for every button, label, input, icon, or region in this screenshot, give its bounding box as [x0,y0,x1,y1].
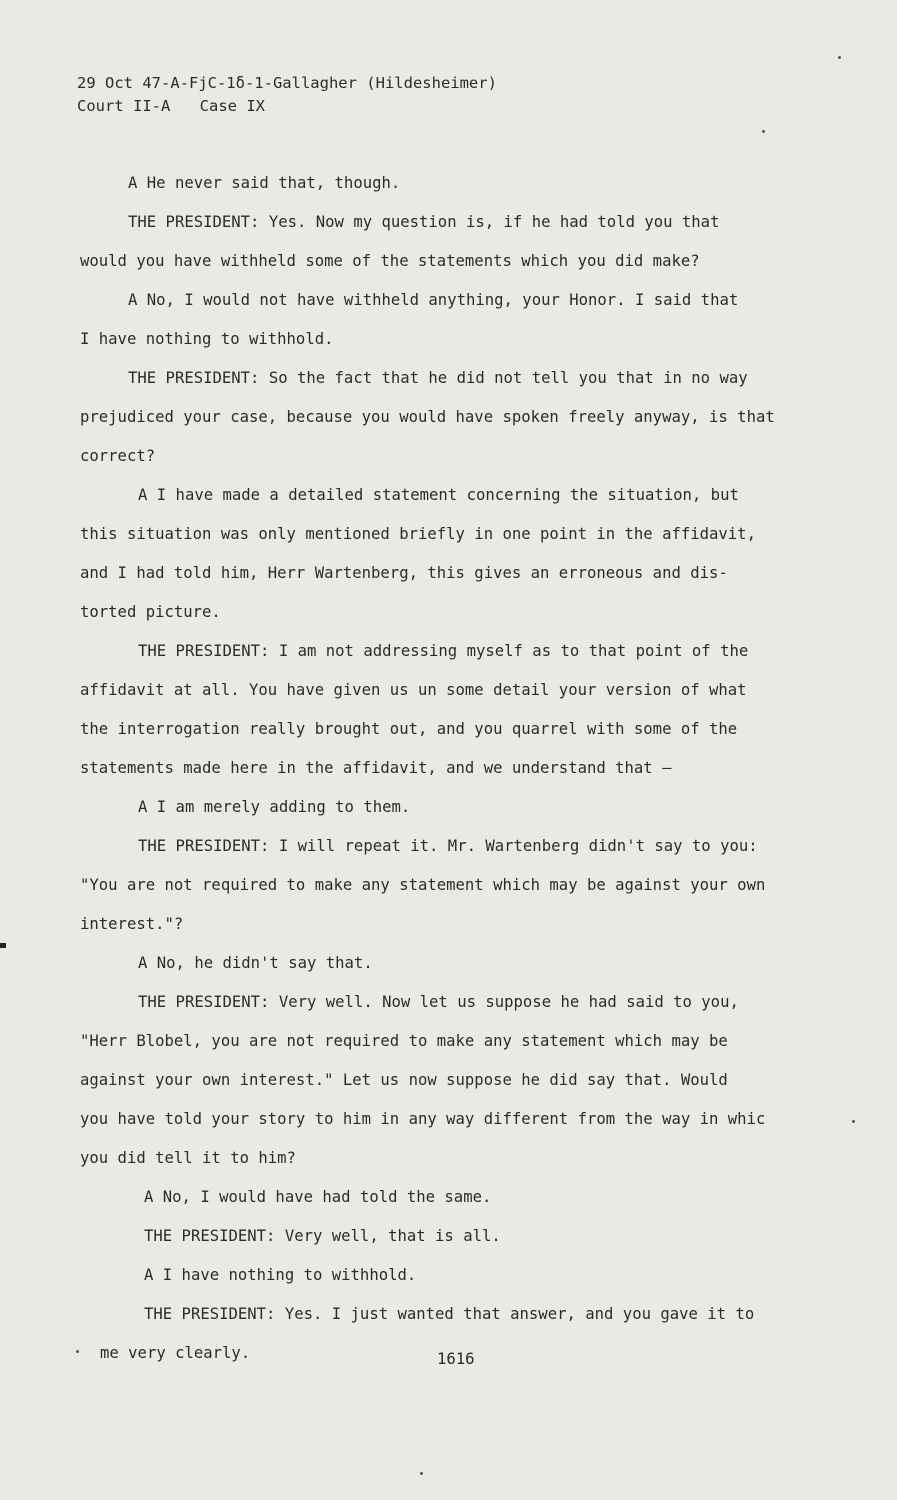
document-header [77,72,497,118]
transcript-line: this situation was only mentioned briefly in one point in the affidavit, [80,525,756,543]
transcript-line: A No, I would have had told the same. [144,1188,492,1206]
transcript-line: THE PRESIDENT: Very well, that is all. [144,1227,501,1245]
transcript-line: interest."? [80,915,184,933]
transcript-line: affidavit at all. You have given us un some detail your version of what [80,681,747,699]
transcript-line: A I have made a detailed statement concerning the situation, but [138,486,739,504]
transcript-line: statements made here in the affidavit, and we understand that — [80,759,672,777]
transcript-line: THE PRESIDENT: I am not addressing myself as to that point of the [138,642,749,660]
transcript-line: THE PRESIDENT: So the fact that he did not tell you that in no way [128,369,748,387]
transcript-line: THE PRESIDENT: Very well. Now let us suppose he had said to you, [138,993,739,1011]
header-case: Case IX [199,97,265,115]
transcript-line: me very clearly. [100,1344,251,1362]
transcript-line: "You are not required to make any statement which may be against your own [80,876,766,894]
header-reference: 29 Oct 47-A-FjC-1δ-1-Gallagher (Hildesheimer) [77,74,497,92]
edge-mark [0,943,6,948]
transcript-line: THE PRESIDENT: I will repeat it. Mr. Wartenberg didn't say to you: [138,837,758,855]
transcript-line: correct? [80,447,156,465]
transcript-line: THE PRESIDENT: Yes. I just wanted that answer, and you gave it to [144,1305,755,1323]
header-court-case [77,97,285,115]
transcript-line: against your own interest." Let us now suppose he did say that. Would [80,1071,728,1089]
speck [420,1472,423,1475]
transcript-line: and I had told him, Herr Wartenberg, this gives an erroneous and dis- [80,564,728,582]
header-court: Court II-A [77,97,171,115]
speck [838,56,841,59]
transcript-line: A No, I would not have withheld anything, your Honor. I said that [128,291,739,309]
speck [76,1350,79,1353]
transcript-line: prejudiced your case, because you would have spoken freely anyway, is that [80,408,775,426]
transcript-line: "Herr Blobel, you are not required to make any statement which may be [80,1032,728,1050]
page-number: 1616 [437,1350,475,1368]
transcript-line: the interrogation really brought out, and you quarrel with some of the [80,720,738,738]
speck [762,130,765,133]
transcript-line: A No, he didn't say that. [138,954,373,972]
transcript-line: you did tell it to him? [80,1149,296,1167]
transcript-line: A I am merely adding to them. [138,798,411,816]
speck [852,1120,855,1123]
transcript-line: THE PRESIDENT: Yes. Now my question is, if he had told you that [128,213,720,231]
transcript-line: you have told your story to him in any way different from the way in whic [80,1110,766,1128]
transcript-line: A I have nothing to withhold. [144,1266,417,1284]
transcript-line: torted picture. [80,603,221,621]
transcript-body [80,164,820,1373]
transcript-line: I have nothing to withhold. [80,330,334,348]
transcript-line: A He never said that, though. [128,174,401,192]
transcript-line: would you have withheld some of the statements which you did make? [80,252,700,270]
